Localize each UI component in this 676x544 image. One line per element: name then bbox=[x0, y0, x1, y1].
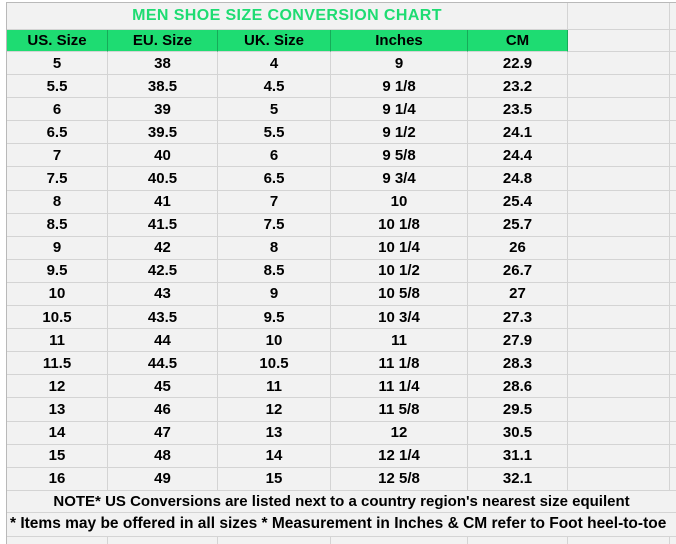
empty-cell bbox=[670, 167, 676, 190]
cell-cm: 32.1 bbox=[468, 468, 568, 491]
cell-uk-size: 4.5 bbox=[218, 75, 331, 98]
cell-inches: 11 5/8 bbox=[331, 398, 468, 421]
cell-eu-size: 49 bbox=[108, 468, 218, 491]
empty-cell bbox=[568, 306, 670, 329]
cell-uk-size: 7 bbox=[218, 191, 331, 214]
cell-us-size: 10.5 bbox=[7, 306, 108, 329]
cell-uk-size: 14 bbox=[218, 445, 331, 468]
empty-cell bbox=[568, 52, 670, 75]
empty-cell bbox=[670, 191, 676, 214]
cell-uk-size: 6 bbox=[218, 144, 331, 167]
cell-eu-size: 44 bbox=[108, 329, 218, 352]
column-header-eu-size: EU. Size bbox=[108, 30, 218, 52]
cell-us-size: 6.5 bbox=[7, 121, 108, 144]
cell-cm: 31.1 bbox=[468, 445, 568, 468]
empty-cell bbox=[568, 422, 670, 445]
empty-cell bbox=[568, 445, 670, 468]
empty-cell bbox=[568, 3, 670, 30]
cell-inches: 11 1/4 bbox=[331, 375, 468, 398]
cell-us-size: 12 bbox=[7, 375, 108, 398]
empty-cell bbox=[568, 191, 670, 214]
empty-cell bbox=[568, 352, 670, 375]
cell-cm: 26.7 bbox=[468, 260, 568, 283]
cell-uk-size: 8 bbox=[218, 237, 331, 260]
empty-cell bbox=[568, 167, 670, 190]
empty-cell bbox=[670, 144, 676, 167]
cell-inches: 9 1/4 bbox=[331, 98, 468, 121]
empty-cell bbox=[670, 260, 676, 283]
cell-eu-size: 40.5 bbox=[108, 167, 218, 190]
cell-eu-size: 40 bbox=[108, 144, 218, 167]
cell-us-size: 5 bbox=[7, 52, 108, 75]
cell-inches: 11 bbox=[331, 329, 468, 352]
cell-uk-size: 12 bbox=[218, 398, 331, 421]
column-header-uk-size: UK. Size bbox=[218, 30, 331, 52]
empty-cell bbox=[568, 283, 670, 306]
cell-eu-size: 44.5 bbox=[108, 352, 218, 375]
cell-cm: 25.4 bbox=[468, 191, 568, 214]
cell-cm: 27.9 bbox=[468, 329, 568, 352]
empty-cell bbox=[670, 375, 676, 398]
cell-cm: 29.5 bbox=[468, 398, 568, 421]
empty-cell bbox=[670, 214, 676, 237]
cell-uk-size: 11 bbox=[218, 375, 331, 398]
empty-cell bbox=[670, 306, 676, 329]
cell-us-size: 14 bbox=[7, 422, 108, 445]
empty-cell bbox=[568, 98, 670, 121]
cell-cm: 23.2 bbox=[468, 75, 568, 98]
cell-cm: 28.3 bbox=[468, 352, 568, 375]
cell-uk-size: 9.5 bbox=[218, 306, 331, 329]
cell-eu-size: 39.5 bbox=[108, 121, 218, 144]
cell-eu-size: 38.5 bbox=[108, 75, 218, 98]
empty-cell bbox=[670, 75, 676, 98]
empty-cell bbox=[568, 121, 670, 144]
cell-us-size: 7 bbox=[7, 144, 108, 167]
empty-cell bbox=[670, 237, 676, 260]
cell-uk-size: 6.5 bbox=[218, 167, 331, 190]
cell-eu-size: 42 bbox=[108, 237, 218, 260]
cell-eu-size: 41 bbox=[108, 191, 218, 214]
chart-title: MEN SHOE SIZE CONVERSION CHART bbox=[7, 3, 568, 30]
cell-cm: 25.7 bbox=[468, 214, 568, 237]
cell-eu-size: 46 bbox=[108, 398, 218, 421]
cell-inches: 10 1/4 bbox=[331, 237, 468, 260]
empty-cell bbox=[568, 237, 670, 260]
note-line: NOTE* US Conversions are listed next to a country region's nearest size equilent bbox=[7, 491, 676, 513]
cell-us-size: 7.5 bbox=[7, 167, 108, 190]
empty-cell bbox=[670, 30, 676, 52]
cell-cm: 22.9 bbox=[468, 52, 568, 75]
cell-us-size: 8.5 bbox=[7, 214, 108, 237]
cell-inches: 9 1/8 bbox=[331, 75, 468, 98]
cell-us-size: 11 bbox=[7, 329, 108, 352]
cell-inches: 9 1/2 bbox=[331, 121, 468, 144]
cell-cm: 24.1 bbox=[468, 121, 568, 144]
cell-cm: 27 bbox=[468, 283, 568, 306]
cell-eu-size: 48 bbox=[108, 445, 218, 468]
cell-us-size: 11.5 bbox=[7, 352, 108, 375]
empty-cell bbox=[568, 30, 670, 52]
cell-us-size: 9.5 bbox=[7, 260, 108, 283]
empty-cell bbox=[670, 52, 676, 75]
cell-inches: 10 5/8 bbox=[331, 283, 468, 306]
cell-us-size: 5.5 bbox=[7, 75, 108, 98]
cell-eu-size: 42.5 bbox=[108, 260, 218, 283]
empty-cell bbox=[568, 144, 670, 167]
cell-eu-size: 43 bbox=[108, 283, 218, 306]
cell-uk-size: 7.5 bbox=[218, 214, 331, 237]
cell-inches: 9 3/4 bbox=[331, 167, 468, 190]
column-header-inches: Inches bbox=[331, 30, 468, 52]
empty-cell bbox=[670, 98, 676, 121]
column-header-cm: CM bbox=[468, 30, 568, 52]
cell-inches: 9 bbox=[331, 52, 468, 75]
cell-eu-size: 47 bbox=[108, 422, 218, 445]
cell-cm: 26 bbox=[468, 237, 568, 260]
cell-cm: 23.5 bbox=[468, 98, 568, 121]
cell-cm: 24.4 bbox=[468, 144, 568, 167]
cell-uk-size: 8.5 bbox=[218, 260, 331, 283]
empty-cell bbox=[670, 445, 676, 468]
empty-cell bbox=[670, 283, 676, 306]
cell-eu-size: 39 bbox=[108, 98, 218, 121]
empty-cell bbox=[670, 398, 676, 421]
cell-inches: 12 5/8 bbox=[331, 468, 468, 491]
empty-cell bbox=[568, 75, 670, 98]
cell-uk-size: 5.5 bbox=[218, 121, 331, 144]
cell-us-size: 8 bbox=[7, 191, 108, 214]
cell-eu-size: 43.5 bbox=[108, 306, 218, 329]
empty-cell bbox=[568, 375, 670, 398]
cell-uk-size: 10 bbox=[218, 329, 331, 352]
empty-cell bbox=[670, 422, 676, 445]
cell-cm: 24.8 bbox=[468, 167, 568, 190]
shoe-size-spreadsheet bbox=[6, 2, 676, 544]
empty-cell bbox=[568, 214, 670, 237]
cell-inches: 12 1/4 bbox=[331, 445, 468, 468]
cell-uk-size: 10.5 bbox=[218, 352, 331, 375]
cell-cm: 28.6 bbox=[468, 375, 568, 398]
cell-uk-size: 5 bbox=[218, 98, 331, 121]
cell-us-size: 10 bbox=[7, 283, 108, 306]
empty-cell bbox=[568, 398, 670, 421]
cell-eu-size: 41.5 bbox=[108, 214, 218, 237]
cell-inches: 12 bbox=[331, 422, 468, 445]
cell-uk-size: 4 bbox=[218, 52, 331, 75]
cell-uk-size: 15 bbox=[218, 468, 331, 491]
cell-uk-size: 9 bbox=[218, 283, 331, 306]
empty-cell bbox=[670, 3, 676, 30]
cell-uk-size: 13 bbox=[218, 422, 331, 445]
cell-us-size: 13 bbox=[7, 398, 108, 421]
cell-us-size: 9 bbox=[7, 237, 108, 260]
empty-cell bbox=[568, 468, 670, 491]
empty-cell bbox=[670, 121, 676, 144]
cell-inches: 10 1/8 bbox=[331, 214, 468, 237]
column-header-us-size: US. Size bbox=[7, 30, 108, 52]
cell-inches: 10 1/2 bbox=[331, 260, 468, 283]
cell-cm: 30.5 bbox=[468, 422, 568, 445]
cell-inches: 9 5/8 bbox=[331, 144, 468, 167]
empty-cell bbox=[670, 352, 676, 375]
cell-us-size: 6 bbox=[7, 98, 108, 121]
cell-inches: 10 3/4 bbox=[331, 306, 468, 329]
cell-inches: 10 bbox=[331, 191, 468, 214]
cell-eu-size: 45 bbox=[108, 375, 218, 398]
empty-cell bbox=[568, 260, 670, 283]
cell-us-size: 16 bbox=[7, 468, 108, 491]
empty-cell bbox=[568, 329, 670, 352]
cell-eu-size: 38 bbox=[108, 52, 218, 75]
cell-cm: 27.3 bbox=[468, 306, 568, 329]
footnote-line: * Items may be offered in all sizes * Measurement in Inches & CM refer to Foot heel-to-toe bbox=[7, 513, 676, 537]
empty-cell bbox=[670, 329, 676, 352]
empty-cell bbox=[670, 468, 676, 491]
cell-inches: 11 1/8 bbox=[331, 352, 468, 375]
cell-us-size: 15 bbox=[7, 445, 108, 468]
